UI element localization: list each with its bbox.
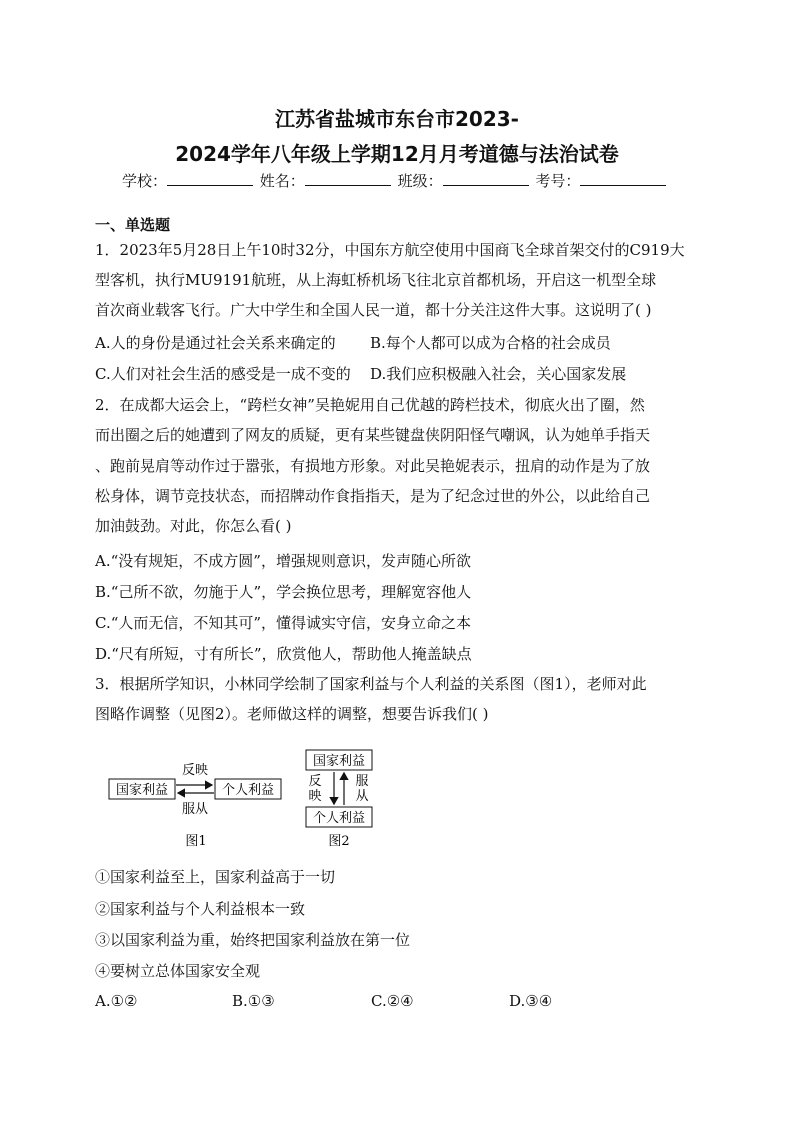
q1-option-b[interactable]: B.每个人都可以成为合格的社会成员 (370, 334, 611, 352)
fig1-caption: 图1 (185, 834, 207, 849)
fig1-national-interest-text: 国家利益 (115, 783, 169, 798)
q3-statement-4: ④要树立总体国家安全观 (95, 962, 261, 980)
exam-number-label: 考号： (535, 172, 581, 190)
q3-option-d[interactable]: D.③④ (509, 992, 553, 1010)
school-blank[interactable] (167, 171, 253, 186)
exam-title-line-1: 江苏省盐城市东台市2023- (275, 107, 519, 131)
exam-number-blank[interactable] (580, 171, 666, 186)
name-label: 姓名： (259, 172, 305, 190)
q1-line-3: 首次商业载客飞行。广大中学生和全国人民一道，都十分关注这件大事。这说明了( ) (95, 301, 652, 319)
q3-statement-2: ②国家利益与个人利益根本一致 (95, 900, 306, 918)
fig1-personal-interest-text: 个人利益 (221, 783, 275, 798)
q3-statement-1: ①国家利益至上，国家利益高于一切 (95, 868, 336, 886)
class-label: 班级： (397, 172, 443, 190)
q3-option-b[interactable]: B.①③ (232, 992, 275, 1010)
q2-line-1: 2．在成都大运会上，“跨栏女神”吴艳妮用自己优越的跨栏技术，彻底火出了圈，然 (95, 396, 645, 414)
q3-line-2: 图略作调整（见图2）。老师做这样的调整，想要告诉我们( ) (95, 705, 489, 723)
interest-relationship-figure (0, 745, 794, 855)
q1-option-c[interactable]: C.人们对社会生活的感受是一成不变的 (95, 365, 351, 383)
exam-title-line-2: 2024学年八年级上学期12月月考道德与法治试卷 (175, 142, 619, 166)
student-info-row (122, 170, 682, 191)
fig2-reflect-label-1: 反 (308, 774, 322, 789)
fig1-reflect-label: 反映 (181, 763, 209, 778)
fig2-obey-label-1: 服 (355, 774, 369, 789)
q3-option-a[interactable]: A.①② (95, 992, 138, 1010)
q3-statement-3: ③以国家利益为重，始终把国家利益放在第一位 (95, 931, 411, 949)
fig2-reflect-label-2: 映 (308, 789, 322, 804)
q1-option-d[interactable]: D.我们应积极融入社会，关心国家发展 (370, 365, 627, 383)
fig2-caption: 图2 (328, 834, 350, 849)
q2-line-4: 松身体，调节竞技状态，而招牌动作食指指天，是为了纪念过世的外公，以此给自己 (95, 487, 651, 505)
q2-line-5: 加油鼓劲。对此，你怎么看( ) (95, 517, 292, 535)
fig2-obey-label-2: 从 (355, 789, 369, 804)
q1-option-a[interactable]: A.人的身份是通过社会关系来确定的 (95, 334, 336, 352)
figure-2 (306, 750, 372, 849)
fig1-obey-label: 服从 (181, 802, 209, 817)
fig2-personal-interest-text: 个人利益 (312, 811, 366, 826)
q3-option-c[interactable]: C.②④ (371, 992, 414, 1010)
name-blank[interactable] (305, 171, 391, 186)
q2-option-d[interactable]: D.“尺有所短，寸有所长”，欣赏他人，帮助他人掩盖缺点 (95, 645, 472, 663)
q2-line-2: 而出圈之后的她遭到了网友的质疑，更有某些键盘侠阴阳怪气嘲讽，认为她单手指天 (95, 426, 651, 444)
q2-option-a[interactable]: A.“没有规矩，不成方圆”，增强规则意识，发声随心所欲 (95, 552, 471, 570)
q3-line-1: 3．根据所学知识，小林同学绘制了国家利益与个人利益的关系图（图1），老师对此 (95, 675, 647, 693)
class-blank[interactable] (443, 171, 529, 186)
fig2-national-interest-text: 国家利益 (312, 754, 366, 769)
school-label: 学校： (122, 172, 168, 190)
q2-option-b[interactable]: B.“己所不欲，勿施于人”，学会换位思考，理解宽容他人 (95, 583, 472, 601)
q2-option-c[interactable]: C.“人而无信，不知其可”，懂得诚实守信，安身立命之本 (95, 614, 472, 632)
q1-line-1: 1．2023年5月28日上午10时32分，中国东方航空使用中国商飞全球首架交付的C919大 (95, 241, 685, 259)
q1-line-2: 型客机，执行MU9191航班，从上海虹桥机场飞往北京首都机场，开启这一机型全球 (95, 271, 657, 289)
figure-1 (109, 762, 281, 849)
q2-line-3: 、跑前晃肩等动作过于嚣张，有损地方形象。对此吴艳妮表示，扭肩的动作是为了放 (95, 457, 651, 475)
section-title: 一、单选题 (95, 216, 171, 234)
